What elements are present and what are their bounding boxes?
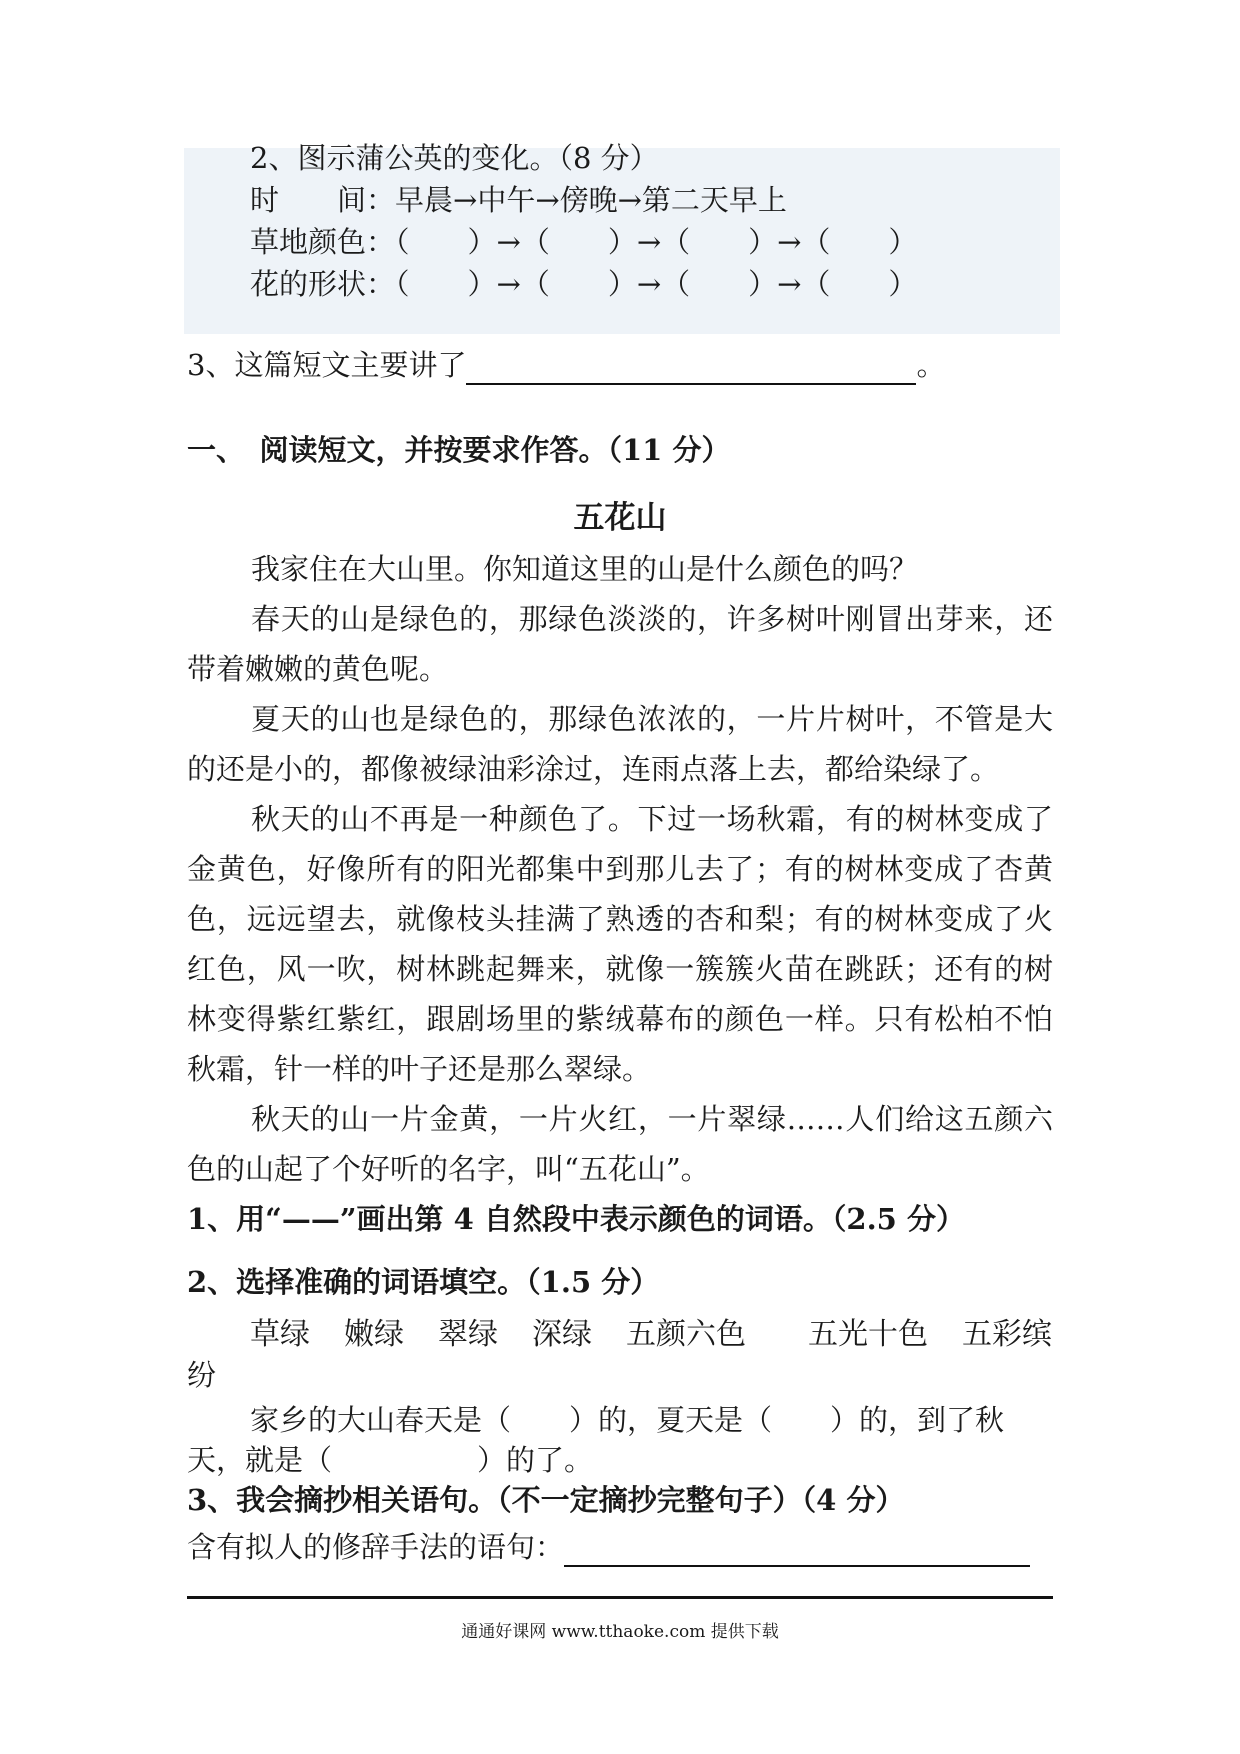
paragraph-5: 秋天的山一片金黄，一片火红，一片翠绿……人们给这五颜六色的山起了个好听的名字，叫“五花山”。 — [187, 1102, 1053, 1186]
grass-color-row — [250, 222, 917, 262]
question-3-prompt: 含有拟人的修辞手法的语句： — [187, 1530, 565, 1564]
word-option: 深绿 — [532, 1317, 592, 1352]
footer-text: 通通好课网 www.tthaoke.com 提供下载 — [461, 1622, 779, 1642]
word-option: 草绿 — [250, 1317, 310, 1352]
question-3-row — [187, 345, 945, 385]
word-option: 五光十色 — [808, 1317, 928, 1352]
question-2-title: 2、图示蒲公英的变化。（8 分） — [250, 141, 659, 175]
flower-shape-blanks[interactable]: （ ）→（ ）→（ ）→（ ） — [395, 267, 918, 301]
word-option: 五颜六色 — [626, 1317, 746, 1352]
paragraph-4: 秋天的山不再是一种颜色了。下过一场秋霜，有的树林变成了金黄色，好像所有的阳光都集中到那儿去了；有的树林变成了杏黄色，远远望去，就像枝头挂满了熟透的杏和梨；有的树林变成了火红色，风一吹，树林跳起舞来，就像一簇簇火苗在跳跃；还有的树林变得紫红紫红，跟剧场里的紫绒幕布的颜色一样。只有松柏不怕秋霜，针一样的叶子还是那么翠绿。 — [187, 802, 1053, 1086]
word-option: 嫩绿 — [344, 1317, 404, 1352]
word-option: 翠绿 — [438, 1317, 498, 1352]
word-option: 五彩缤 — [962, 1317, 1052, 1352]
fill-blank-line-1[interactable]: 家乡的大山春天是（ ）的，夏天是（ ）的，到了秋 — [250, 1403, 1005, 1437]
quote-answer-line[interactable] — [564, 1535, 1030, 1567]
flower-shape-label: 花的形状： — [250, 267, 396, 301]
question-1: 1、用“——”画出第 4 自然段中表示颜色的词语。（2.5 分） — [187, 1202, 965, 1236]
time-row — [250, 180, 787, 220]
passage-title: 五花山 — [573, 500, 667, 536]
question-3-label: 3、这篇短文主要讲了 — [187, 348, 467, 382]
word-bank-wrap: 纷 — [187, 1358, 217, 1392]
time-label: 时 间： — [250, 183, 396, 217]
footer-divider — [187, 1596, 1053, 1599]
fill-blank-line-2[interactable]: 天，就是（ ）的了。 — [187, 1443, 594, 1477]
section-heading: 一、 阅读短文，并按要求作答。（11 分） — [187, 433, 731, 467]
question-3-end: 。 — [916, 348, 946, 382]
grass-color-label: 草地颜色： — [250, 225, 396, 259]
question-3-prompt-row — [187, 1527, 1030, 1567]
flower-shape-row — [250, 264, 917, 304]
question-2: 2、选择准确的词语填空。（1.5 分） — [187, 1265, 660, 1299]
word-bank — [250, 1315, 1052, 1355]
paragraph-2: 春天的山是绿色的，那绿色淡淡的，许多树叶刚冒出芽来，还带着嫩嫩的黄色呢。 — [187, 602, 1053, 686]
paragraph-3: 夏天的山也是绿色的，那绿色浓浓的，一片片树叶，不管是大的还是小的，都像被绿油彩涂过，连雨点落上去，都给染绿了。 — [187, 702, 1053, 786]
grass-color-blanks[interactable]: （ ）→（ ）→（ ）→（ ） — [395, 225, 918, 259]
paragraph-1: 我家住在大山里。你知道这里的山是什么颜色的吗？ — [251, 552, 919, 586]
question-3: 3、我会摘抄相关语句。（不一定摘抄完整句子）（4 分） — [187, 1483, 905, 1517]
question-3-answer-line[interactable] — [466, 353, 916, 385]
time-sequence: 早晨→中午→傍晚→第二天早上 — [395, 183, 787, 217]
